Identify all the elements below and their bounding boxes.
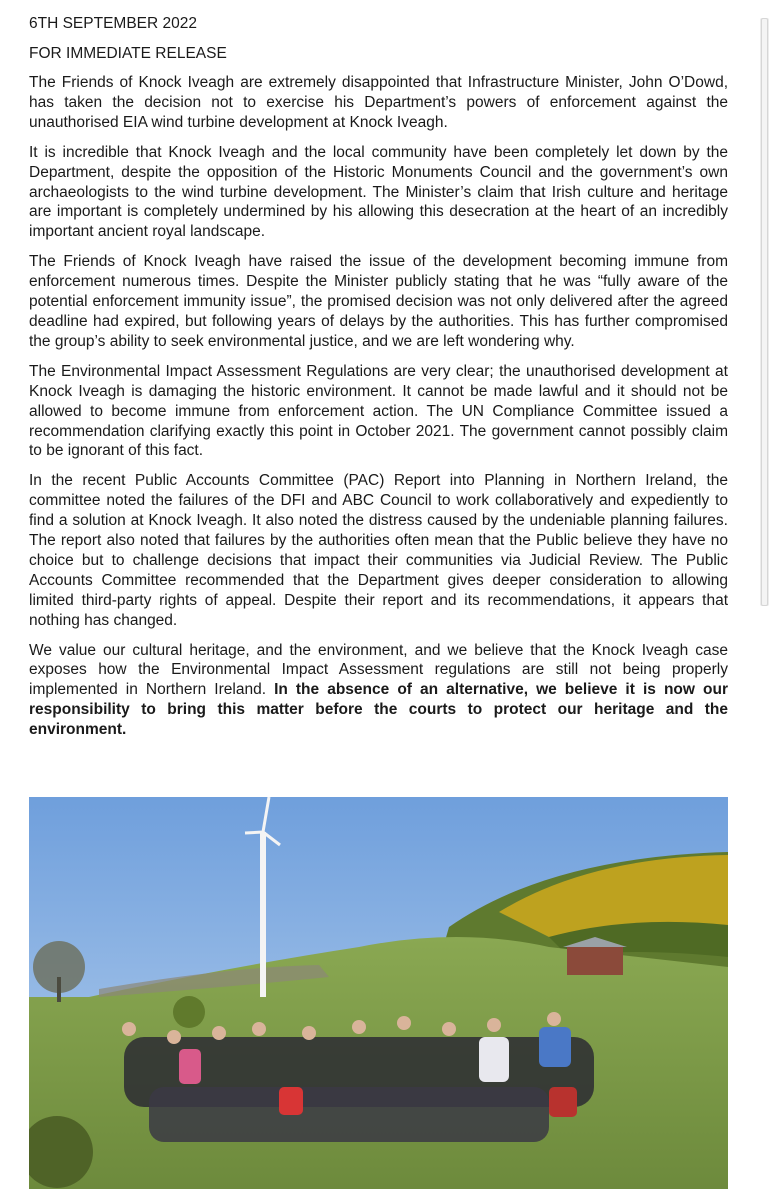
person-white-top (479, 1037, 509, 1082)
paragraph-4: The Environmental Impact Assessment Regulations are very clear; the unauthorised development at Knock Iveagh is damaging the historic environment. It cannot be made lawful and it should not be allowed to become immune from enforcement action. The UN Compliance Committee issued a recommendation clarifying exactly this point in October 2021. The government cannot possibly claim to be ignorant of this fact. (29, 362, 728, 460)
paragraph-6 (29, 641, 728, 741)
person-pink-top (179, 1049, 201, 1084)
paragraph-6-bold-text: In the absence of an alternative, we believe it is now our responsibility to bring this matter before the courts to protect our heritage and the environment. (29, 681, 728, 739)
press-release (29, 14, 728, 750)
release-type: FOR IMMEDIATE RELEASE (29, 45, 227, 62)
paragraph-5: In the recent Public Accounts Committee (PAC) Report into Planning in Northern Ireland, the committee noted the failures of the DFI and ABC Council to work collaboratively and expediently to find a solution at Knock Iveagh. It also noted the distress caused by the undeniable planning failures. The report also noted that failures by the authorities often mean that the Public believe they have no choice but to challenge decisions that impact their communities via Judicial Review. The Public Accounts Committee recommended that the Department gives deeper consideration to allowing limited third-party rights of appeal. Despite their report and its recommendations, it appears that nothing has changed. (29, 472, 728, 629)
release-date: 6TH SEPTEMBER 2022 (29, 15, 197, 32)
person-red-jacket (549, 1087, 577, 1117)
person-blue-shirt (539, 1027, 571, 1067)
red-shed (567, 947, 623, 975)
paragraph-6-text: We value our cultural heritage, and the environment, and we believe that the Knock Iveagh case exposes how the Environmental Impact Assessment regulations are still not being properly implemented in Northern Ireland. (29, 641, 728, 699)
group-photo (29, 797, 728, 1189)
paragraph-1: The Friends of Knock Iveagh are extremely disappointed that Infrastructure Minister, John O’Dowd, has taken the decision not to exercise his Department’s powers of enforcement against the unauthorised EIA wind turbine development at Knock Iveagh. (29, 74, 728, 131)
child-red-jacket (279, 1087, 303, 1115)
hillside-photo-illustration (29, 797, 728, 1189)
paragraph-3: The Friends of Knock Iveagh have raised the issue of the development becoming immune from enforcement numerous times. Despite the Minister publicly stating that he was “fully aware of the potential enforcement immunity issue”, the promised decision was not only delivered after the agreed deadline had expired, but following years of delays by the authorities. This has further compromised the group’s ability to seek environmental justice, and we are left wondering why. (29, 253, 728, 350)
tree-trunk (57, 977, 61, 1002)
bush-mid (173, 996, 205, 1028)
scrollbar-thumb[interactable] (761, 18, 768, 606)
paragraph-2: It is incredible that Knock Iveagh and the local community have been completely let down by the Department, despite the opposition of the Historic Monuments Council and the government’s own archaeologists to the wind turbine development. The Minister’s claim that Irish culture and heritage are important is completely undermined by his allowing this desecration at the heart of an incredibly important ancient royal landscape. (29, 143, 728, 241)
turbine-tower (260, 832, 266, 997)
